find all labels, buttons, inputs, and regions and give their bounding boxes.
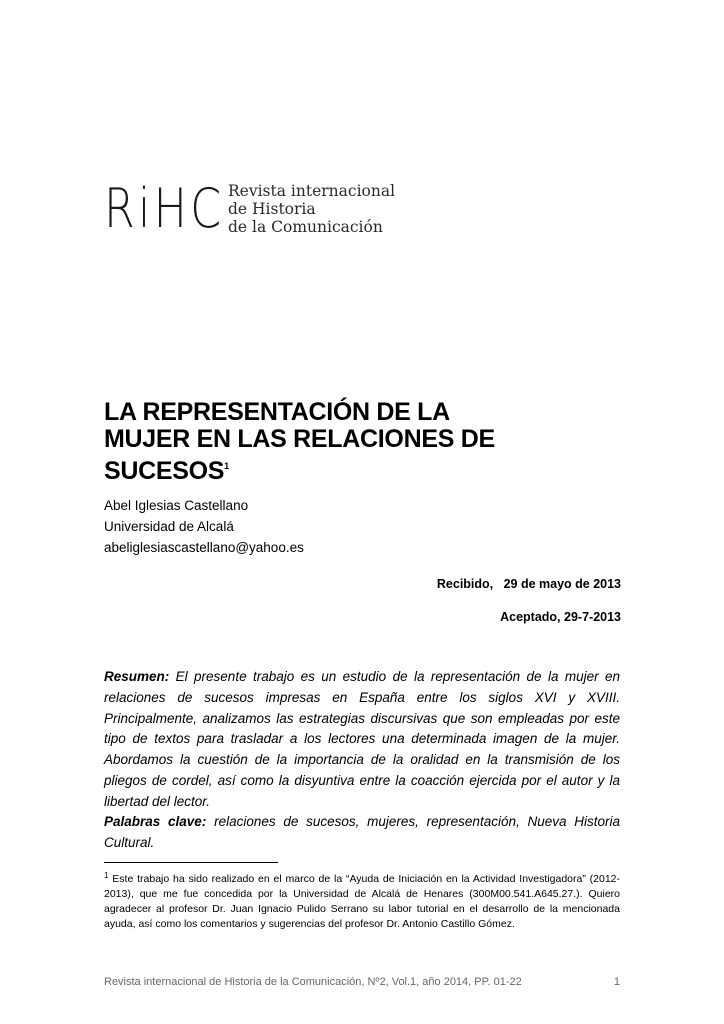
keywords-label: Palabras clave: <box>104 814 207 829</box>
logo-line-3: de la Comunicación <box>228 218 383 236</box>
keywords <box>104 812 620 854</box>
logo-line-1: Revista internacional <box>228 182 396 200</box>
author-name: Abel Iglesias Castellano <box>104 498 249 513</box>
footer-citation: Revista internacional de Historia de la Comunicación, Nº2, Vol.1, año 2014, PP. 01-22 <box>104 976 522 988</box>
abstract <box>104 667 620 813</box>
article-title <box>104 399 524 485</box>
title-footnote-mark: 1 <box>224 461 229 471</box>
abstract-label: Resumen: <box>104 669 170 684</box>
received-date: Recibido, 29 de mayo de 2013 <box>436 577 621 591</box>
page-footer <box>104 976 620 988</box>
author-email[interactable]: abeliglesiascastellano@yahoo.es <box>104 540 304 555</box>
logo-text <box>228 182 395 236</box>
logo-mark: RiHC <box>104 177 225 240</box>
submission-dates <box>437 577 621 643</box>
keywords-text: relaciones de sucesos, mujeres, representación, Nueva Historia Cultural. <box>104 814 620 850</box>
journal-logo <box>104 177 396 240</box>
author-affiliation: Universidad de Alcalá <box>104 519 234 534</box>
footnote-text: Este trabajo ha sido realizado en el marco de la “Ayuda de Iniciación en la Actividad Investigadora” (2012-2013), que me fue concedida por la Universidad de Alcalá de Henares (300M00.541.A645.27.). Quiero agradecer al profesor Dr. Juan Ignacio Pulido Serrano su labor tutorial en el desarrollo de la mencionada ayuda, así como los comentarios y sugerencias del profesor Dr. Antonio Castillo Gómez. <box>104 873 621 930</box>
footnote <box>104 868 620 932</box>
accepted-date: Aceptado, 29-7-2013 <box>500 610 621 624</box>
logo-line-2: de Historia <box>228 200 316 218</box>
article-title-text: LA REPRESENTACIÓN DE LA MUJER EN LAS RELACIONES DE SUCESOS <box>104 398 495 485</box>
author-block <box>104 495 304 558</box>
abstract-text: El presente trabajo es un estudio de la representación de la mujer en relaciones de sucesos impresas en España entre los siglos XVI y XVIII. Principalmente, analizamos las estrategias discursivas que son empleadas por este tipo de textos para trasladar a los lectores una determinada imagen de la mujer. Abordamos la cuestión de la importancia de la oralidad en la transmisión de los pliegos de cordel, así como la disyuntiva entre la coacción ejercida por el autor y la libertad del lector. <box>104 669 620 809</box>
footnote-divider <box>104 862 278 863</box>
page-number: 1 <box>613 976 620 988</box>
footnote-mark: 1 <box>104 871 109 880</box>
